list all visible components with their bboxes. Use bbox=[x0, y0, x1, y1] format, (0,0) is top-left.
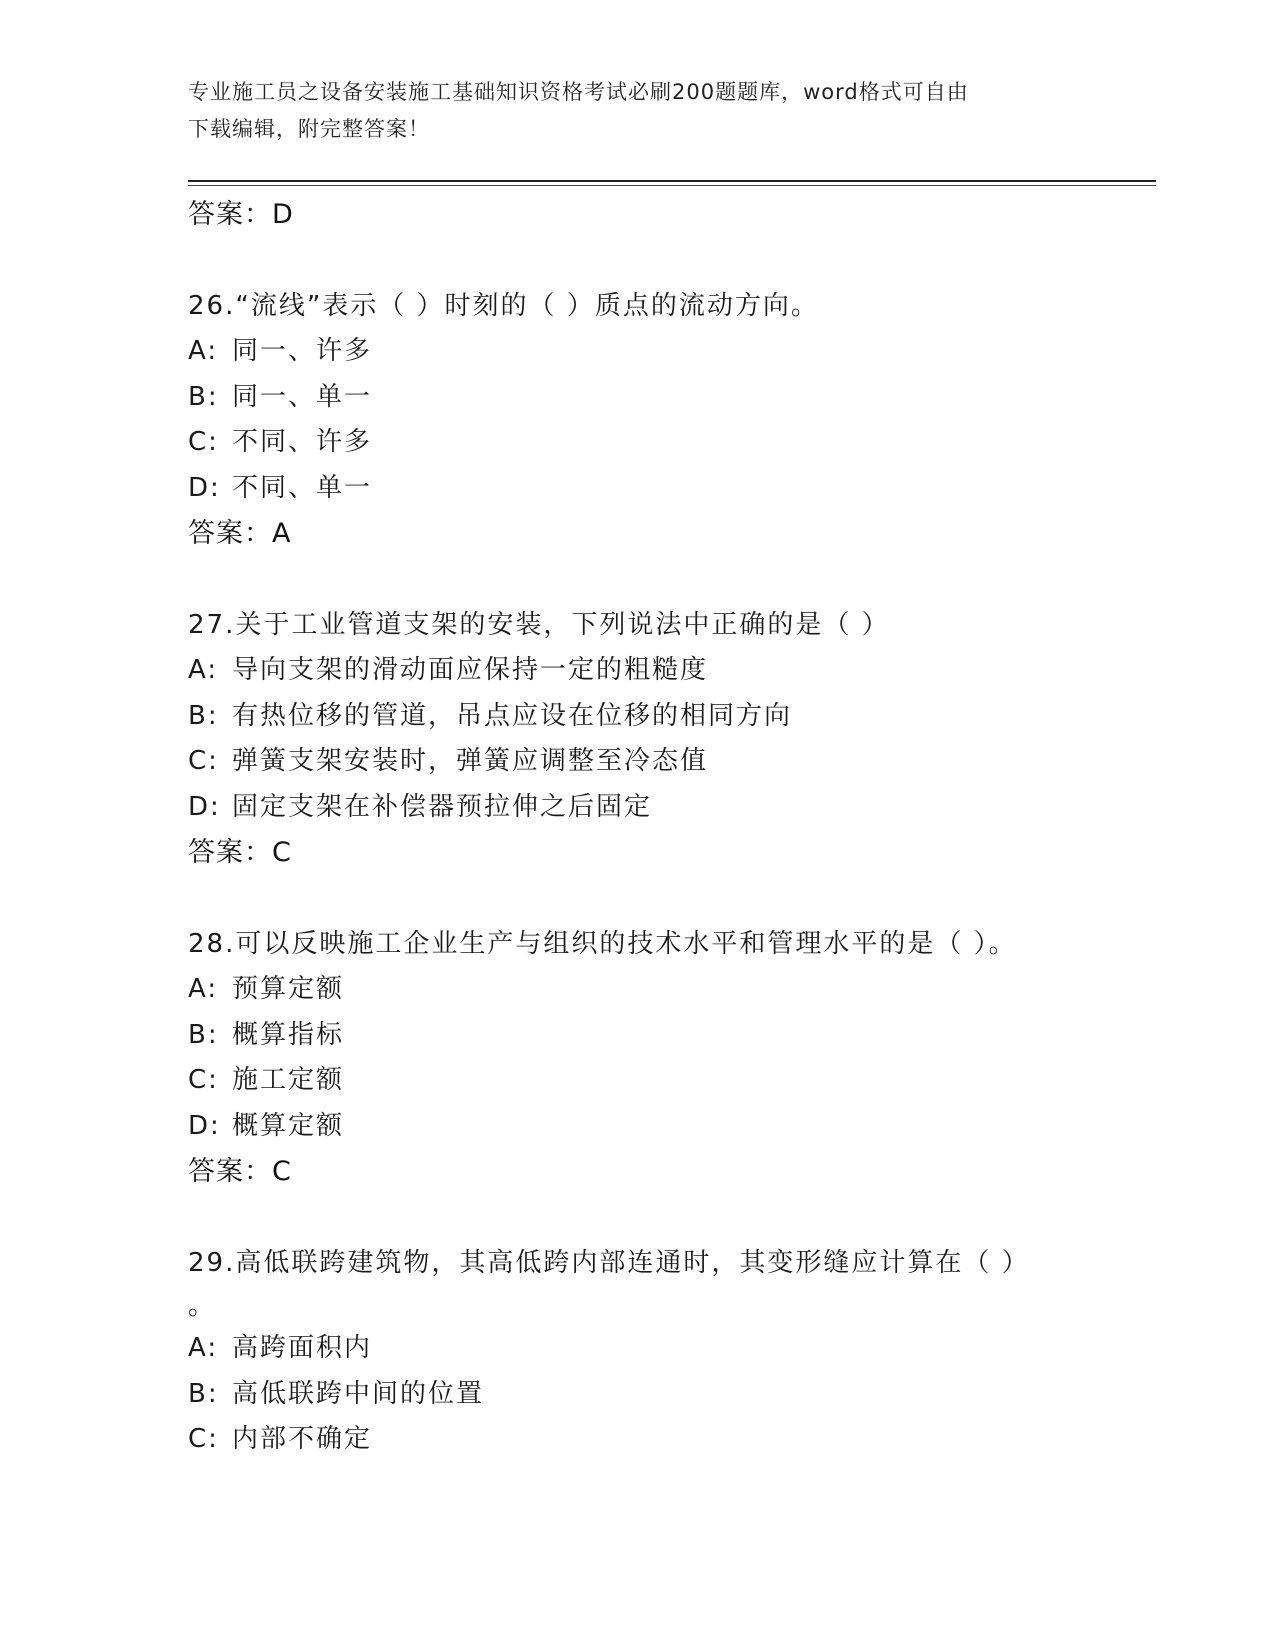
question-text: 29.高低联跨建筑物，其高低跨内部连通时，其变形缝应计算在（ ） bbox=[188, 1248, 1030, 1278]
option-letter: A: bbox=[188, 655, 219, 685]
option-c bbox=[188, 1417, 1148, 1463]
option-text: 概算定额 bbox=[232, 1110, 345, 1141]
option-d bbox=[188, 466, 1148, 512]
question-27 bbox=[188, 602, 1148, 876]
option-a bbox=[188, 1326, 1148, 1372]
option-text: 有热位移的管道，吊点应设在位移的相同方向 bbox=[232, 700, 793, 731]
option-letter: B: bbox=[188, 1019, 219, 1050]
option-a bbox=[188, 648, 1148, 694]
option-b bbox=[188, 375, 1148, 421]
answer-28: 答案：C bbox=[188, 1156, 292, 1187]
option-d bbox=[188, 1104, 1148, 1150]
option-letter: A: bbox=[188, 336, 219, 366]
option-letter: C: bbox=[188, 1424, 219, 1454]
option-letter: C: bbox=[188, 1065, 219, 1095]
option-d bbox=[188, 785, 1148, 831]
question-28 bbox=[188, 921, 1148, 1195]
option-b bbox=[188, 694, 1148, 740]
option-letter: D: bbox=[188, 1110, 221, 1141]
option-text: 弹簧支架安装时，弹簧应调整至冷态值 bbox=[232, 746, 709, 776]
option-letter: D: bbox=[188, 791, 221, 822]
option-letter: C: bbox=[188, 746, 219, 776]
option-b bbox=[188, 1013, 1148, 1059]
question-list bbox=[188, 190, 1148, 1463]
option-letter: A: bbox=[188, 974, 219, 1004]
option-text: 不同、单一 bbox=[232, 472, 373, 503]
header-divider-thin bbox=[188, 185, 1156, 186]
header-line-1: 专业施工员之设备安装施工基础知识资格考试必刷200题题库，word格式可自由 bbox=[188, 80, 969, 104]
option-letter: D: bbox=[188, 472, 221, 503]
option-c bbox=[188, 1058, 1148, 1104]
question-text-continuation: 。 bbox=[188, 1291, 217, 1321]
option-text: 高跨面积内 bbox=[232, 1333, 373, 1363]
option-c bbox=[188, 420, 1148, 466]
option-text: 同一、单一 bbox=[232, 381, 373, 412]
option-a bbox=[188, 967, 1148, 1013]
previous-answer: 答案：D bbox=[188, 199, 294, 230]
option-b bbox=[188, 1372, 1148, 1418]
option-letter: B: bbox=[188, 700, 219, 731]
header-line-2: 下载编辑，附完整答案！ bbox=[188, 117, 430, 141]
option-text: 不同、许多 bbox=[232, 427, 373, 457]
option-text: 同一、许多 bbox=[232, 336, 373, 366]
option-text: 预算定额 bbox=[232, 974, 345, 1004]
answer-27: 答案：C bbox=[188, 837, 292, 868]
option-text: 内部不确定 bbox=[232, 1424, 373, 1454]
option-text: 概算指标 bbox=[232, 1019, 345, 1050]
answer-26: 答案：A bbox=[188, 518, 292, 549]
option-text: 施工定额 bbox=[232, 1065, 345, 1095]
option-a bbox=[188, 329, 1148, 375]
document-header bbox=[188, 74, 1068, 148]
option-text: 导向支架的滑动面应保持一定的粗糙度 bbox=[232, 655, 709, 685]
option-letter: A: bbox=[188, 1333, 219, 1363]
question-text: 28.可以反映施工企业生产与组织的技术水平和管理水平的是（ ）。 bbox=[188, 929, 1017, 959]
option-letter: B: bbox=[188, 381, 219, 412]
question-29 bbox=[188, 1240, 1148, 1463]
option-text: 高低联跨中间的位置 bbox=[232, 1378, 485, 1409]
option-c bbox=[188, 739, 1148, 785]
header-divider-thick bbox=[188, 180, 1156, 182]
option-letter: C: bbox=[188, 427, 219, 457]
question-26 bbox=[188, 283, 1148, 557]
option-text: 固定支架在补偿器预拉伸之后固定 bbox=[232, 791, 653, 822]
question-text: 27.关于工业管道支架的安装，下列说法中正确的是（ ） bbox=[188, 610, 890, 640]
question-text: 26.“流线”表示（ ）时刻的（ ）质点的流动方向。 bbox=[188, 291, 819, 321]
option-letter: B: bbox=[188, 1378, 219, 1409]
